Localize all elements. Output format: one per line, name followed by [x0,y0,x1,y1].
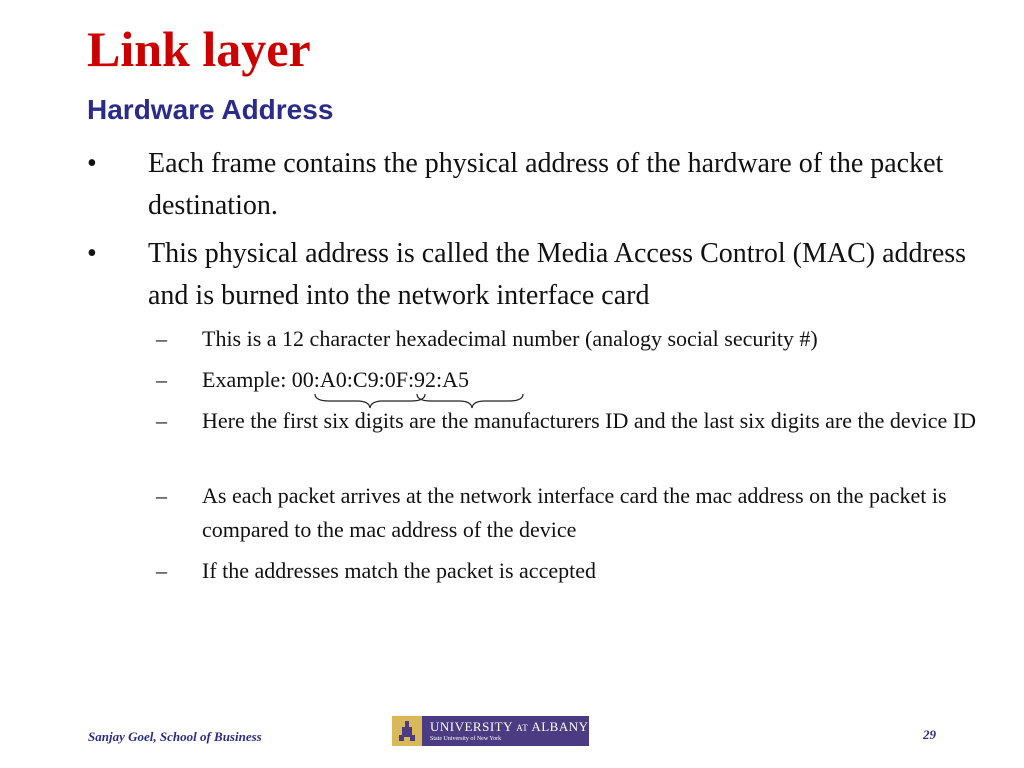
brace-device-id [417,394,523,408]
bullet-marker: • [87,238,97,269]
slide-title: Link layer [87,21,311,77]
sub-bullet-marker: – [156,483,167,508]
university-logo [392,716,589,746]
page-number: 29 [923,727,936,742]
logo-tagline: State University of New York [430,735,502,742]
logo-university-text: UNIVERSITY [430,718,513,734]
logo-albany-text: ALBANY [531,718,589,734]
bullet-marker: • [87,148,97,179]
university-emblem-icon [392,716,422,746]
sub-bullet-text: As each packet arrives at the network interface card the mac address on the packet is compared to the mac address of the device [202,483,947,542]
sub-bullet-text: If the addresses match the packet is accepted [202,558,596,583]
bullet-text: This physical address is called the Media Access Control (MAC) address and is burned into the network interface card [148,238,967,311]
sub-bullet-text: This is a 12 character hexadecimal number (analogy social security #) [202,326,818,351]
sub-bullet-text: Example: 00:A0:C9:0F:92:A5 [202,367,470,392]
grouping-braces [313,392,525,412]
sub-bullet-marker: – [156,408,167,433]
sub-bullet-marker: – [156,326,167,351]
sub-bullet-marker: – [156,558,167,583]
slide-subtitle: Hardware Address [87,94,334,125]
footer-author: Sanjay Goel, School of Business [88,729,262,744]
sub-bullet-text: Here the first six digits are the manufacturers ID and the last six digits are the device ID [202,408,977,433]
logo-at-text: AT [516,722,529,733]
sub-bullet-marker: – [156,367,167,392]
brace-manufacturer-id [315,394,425,408]
bullet-text: Each frame contains the physical address of the hardware of the packet destination. [148,148,944,221]
